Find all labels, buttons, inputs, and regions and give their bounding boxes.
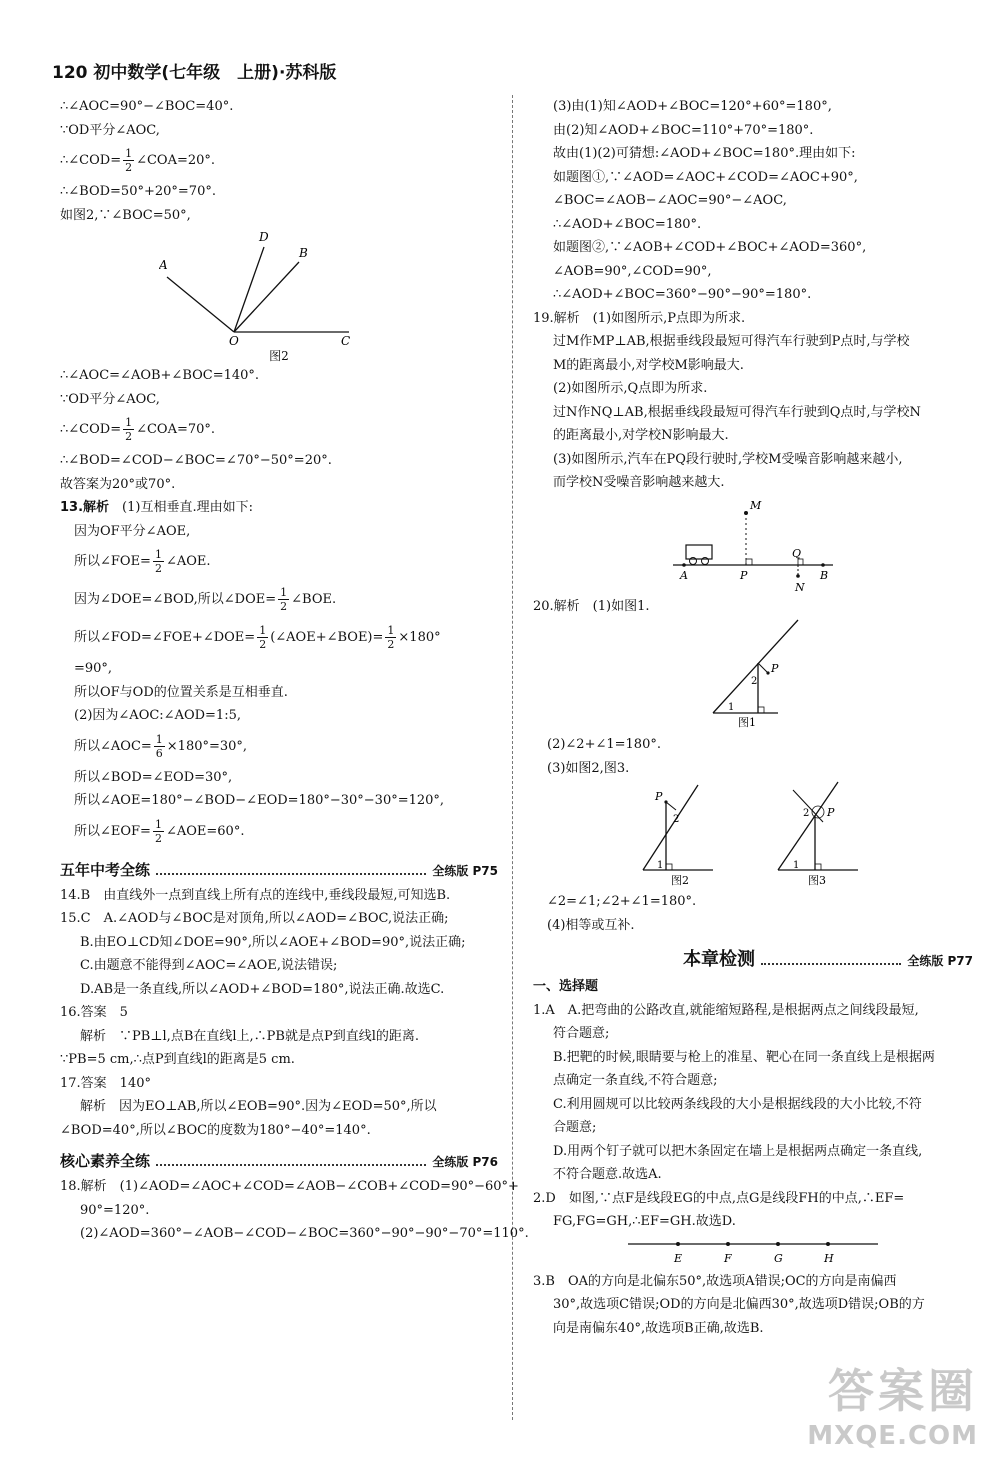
text-line: D.用两个钉子就可以把木条固定在墙上是根据两点确定一条直线, [553, 1143, 923, 1159]
figure-20-1 [698, 618, 808, 733]
text-line: FG,FG=GH,∴EF=GH.故选D. [553, 1214, 736, 1229]
figure-20-2-3 [633, 780, 873, 890]
svg-text:N: N [795, 580, 805, 594]
text-line: ∴∠COD= $\frac{1}{2}$ ∠COA=70°. [60, 416, 216, 443]
svg-text:P: P [827, 806, 835, 819]
right-column [533, 95, 973, 1340]
svg-text:2: 2 [751, 676, 758, 687]
choice-2: 2.D 如图,∵点F是线段EG的中点,点G是线段FH的中点,∴EF= [533, 1190, 905, 1206]
text-line: (3)如图2,图3. [547, 760, 630, 776]
text-line: ∠BOD=40°,所以∠BOC的度数为180°−40°=140°. [60, 1122, 371, 1138]
text-line: (3)由(1)知∠AOD+∠BOC=120°+60°=180°, [553, 99, 832, 114]
text-line: 过M作MP⊥AB,根据垂线段最短可得汽车行驶到P点时,与学校 [553, 334, 910, 349]
text-line: 的距离最小,对学校N影响最大. [553, 428, 729, 443]
text-line: ∵OD平分∠AOC, [60, 122, 160, 138]
figure-2 [159, 227, 399, 347]
text-line: 如题图②,∵∠AOB+∠COD+∠BOC+∠AOD=360°, [553, 240, 867, 255]
text-line: 合题意; [553, 1120, 597, 1135]
text-line: 故由(1)(2)可猜想:∠AOD+∠BOC=180°.理由如下: [553, 146, 856, 161]
text-line: 30°,故选项C错误;OD的方向是北偏西30°,故选项D错误;OB的方 [553, 1297, 925, 1312]
svg-text:图2: 图2 [671, 874, 689, 887]
choice-3: 3.B OA的方向是北偏东50°,故选项A错误;OC的方向是南偏西 [533, 1273, 897, 1289]
svg-text:P: P [655, 790, 663, 803]
svg-text:E: E [674, 1251, 683, 1265]
figure-caption: 图2 [269, 349, 289, 363]
question-17: 17.答案 140° [60, 1075, 151, 1091]
svg-text:2: 2 [673, 814, 680, 825]
text-line: 所以∠EOF= $\frac{1}{2}$ ∠AOE=60°. [74, 817, 245, 845]
svg-text:1: 1 [728, 702, 735, 713]
text-line: ∴∠AOC=90°−∠BOC=40°. [60, 99, 234, 114]
text-line: B.把靶的时候,眼睛要与枪上的准星、靶心在同一条直线上是根据两 [553, 1049, 935, 1065]
label-A: A [159, 258, 168, 272]
text-line: 90°=120°. [80, 1202, 150, 1218]
text-line: ∴∠AOD+∠BOC=180°. [553, 216, 702, 232]
svg-text:F: F [724, 1251, 732, 1265]
text-line: (3)如图所示,汽车在PQ段行驶时,学校M受噪音影响越来越小, [553, 451, 903, 467]
text-line: (2)∠AOD=360°−∠AOB−∠COD−∠BOC=360°−90°−90°−70°=110°. [80, 1226, 529, 1241]
text-line: ∠2=∠1;∠2+∠1=180°. [547, 894, 697, 909]
text-line: 所以∠AOE=180°−∠BOD−∠EOD=180°−30°−30°=120°, [74, 793, 445, 808]
text-line: 如题图①,∵∠AOD=∠AOC+∠COD=∠AOC+90°, [553, 169, 858, 185]
text-line: C.由题意不能得到∠AOC=∠AOE,说法错误; [80, 958, 338, 973]
svg-text:M: M [750, 498, 762, 512]
text-line: ∴∠AOD+∠BOC=360°−90°−90°=180°. [553, 287, 812, 302]
label-B: B [299, 246, 308, 260]
text-line: 所以∠AOC= $\frac{1}{6}$ ×180°=30°, [74, 732, 248, 760]
text-line: ∵PB=5 cm,∴点P到直线l的距离是5 cm. [60, 1052, 295, 1067]
question-18: 18.解析 (1)∠AOD=∠AOC+∠COD=∠AOB−∠COB+∠COD=90°−60°+ [60, 1179, 519, 1194]
text-line: 符合题意; [553, 1026, 610, 1041]
question-20: 20.解析 (1)如图1. [533, 598, 650, 614]
svg-text:G: G [774, 1251, 783, 1265]
text-line: 如图2,∵∠BOC=50°, [60, 207, 191, 223]
car-icon [686, 545, 712, 559]
text-line: ∴∠BOD=50°+20°=70°. [60, 184, 216, 199]
left-column [60, 95, 529, 1246]
text-line: 由(2)知∠AOD+∠BOC=110°+70°=180°. [553, 122, 814, 138]
text-line: 所以∠BOD=∠EOD=30°, [74, 769, 233, 785]
fraction-half: $\frac{1}{2}$ [125, 147, 133, 174]
question-14: 14.B 由直线外一点到直线上所有点的连线中,垂线段最短,可知选B. [60, 887, 451, 903]
text-line: 过N作NQ⊥AB,根据垂线段最短可得汽车行驶到Q点时,与学校N [553, 404, 921, 420]
figure-19-road [668, 495, 838, 595]
svg-text:图3: 图3 [808, 874, 826, 887]
svg-text:1: 1 [657, 860, 664, 871]
label-O: O [229, 334, 239, 347]
svg-text:2: 2 [803, 808, 810, 819]
text-line: (4)相等或互补. [547, 917, 635, 933]
label-C: C [341, 334, 351, 347]
text-line: 所以∠FOD=∠FOE+∠DOE= $\frac{1}{2}$ (∠AOE+∠BOE)= $\frac{1}{2}$ ×180° [74, 624, 441, 651]
text-line: ∠AOB=90°,∠COD=90°, [553, 263, 712, 279]
svg-text:B: B [820, 568, 829, 582]
text-line: 而学校N受噪音影响越来越大. [553, 475, 725, 490]
text-line: 向是南偏东40°,故选项B正确,故选B. [553, 1320, 764, 1336]
text-line: 不符合题意.故选A. [553, 1167, 662, 1182]
question-15: 15.C A.∠AOD与∠BOC是对顶角,所以∠AOD=∠BOC,说法正确; [60, 911, 449, 926]
text-line: ∴∠AOC=∠AOB+∠BOC=140°. [60, 368, 260, 383]
text-line: D.AB是一条直线,所以∠AOD+∠BOD=180°,说法正确.故选C. [80, 981, 445, 997]
text-line: ∠BOC=∠AOB−∠AOC=90°−∠AOC, [553, 193, 787, 208]
svg-text:Q: Q [792, 546, 802, 560]
text-line: ∴∠BOD=∠COD−∠BOC=∠70°−50°=20°. [60, 453, 332, 468]
svg-text:P: P [740, 568, 748, 582]
text-line: (2)如图所示,Q点即为所求. [553, 381, 708, 396]
text-line: 解析 因为EO⊥AB,所以∠EOB=90°.因为∠EOD=50°,所以 [80, 1099, 437, 1114]
svg-text:图1: 图1 [738, 716, 756, 729]
text-line: =90°, [74, 661, 113, 676]
svg-text:H: H [824, 1251, 834, 1265]
question-19: 19.解析 (1)如图所示,P点即为所求. [533, 310, 746, 326]
text-line: ∵OD平分∠AOC, [60, 391, 160, 407]
section-heading: 五年中考全练 全练版 P75 [60, 860, 498, 879]
choice-1: 1.A A.把弯曲的公路改直,就能缩短路程,是根据两点之间线段最短, [533, 1002, 919, 1018]
label-D: D [259, 230, 269, 244]
text-line: M的距离最小,对学校M影响最大. [553, 357, 744, 373]
text-line: 因为OF平分∠AOE, [74, 523, 191, 539]
figure-segment-EFGH [623, 1234, 883, 1270]
text-line: 所以OF与OD的位置关系是互相垂直. [74, 684, 288, 700]
text-line: 解析 ∵PB⊥l,点B在直线l上,∴PB就是点P到直线l的距离. [80, 1028, 419, 1044]
text-line: (2)∠2+∠1=180°. [547, 737, 661, 752]
page-header: 120 初中数学(七年级 上册)·苏科版 [52, 63, 337, 83]
question-16: 16.答案 5 [60, 1005, 128, 1020]
section-heading: 核心素养全练 全练版 P76 [60, 1152, 498, 1170]
text-line: 点确定一条直线,不符合题意; [553, 1073, 718, 1088]
svg-text:1: 1 [793, 860, 800, 871]
text-line: C.利用圆规可以比较两条线段的大小是根据线段的大小比较,不符 [553, 1096, 922, 1112]
text-line: B.由EO⊥CD知∠DOE=90°,所以∠AOE+∠BOD=90°,说法正确; [80, 934, 466, 950]
part-heading: 一、选择题 [533, 979, 599, 994]
text-line: ∴∠COD= $\frac{1}{2}$ ∠COA=20°. [60, 147, 216, 174]
text-line: 因为∠DOE=∠BOD,所以∠DOE= $\frac{1}{2}$ ∠BOE. [74, 586, 337, 613]
question-13: 13.解析 (1)互相垂直.理由如下: [60, 500, 253, 515]
svg-text:P: P [771, 662, 779, 675]
text-line: (2)因为∠AOC:∠AOD=1:5, [74, 708, 241, 723]
text-line: 故答案为20°或70°. [60, 476, 176, 492]
text-line: 所以∠FOE= $\frac{1}{2}$ ∠AOE. [74, 548, 211, 575]
svg-text:A: A [680, 568, 688, 582]
watermark: 答案圈 MXQE.COM [807, 1364, 978, 1451]
section-heading: 本章检测 全练版 P77 [683, 949, 973, 970]
